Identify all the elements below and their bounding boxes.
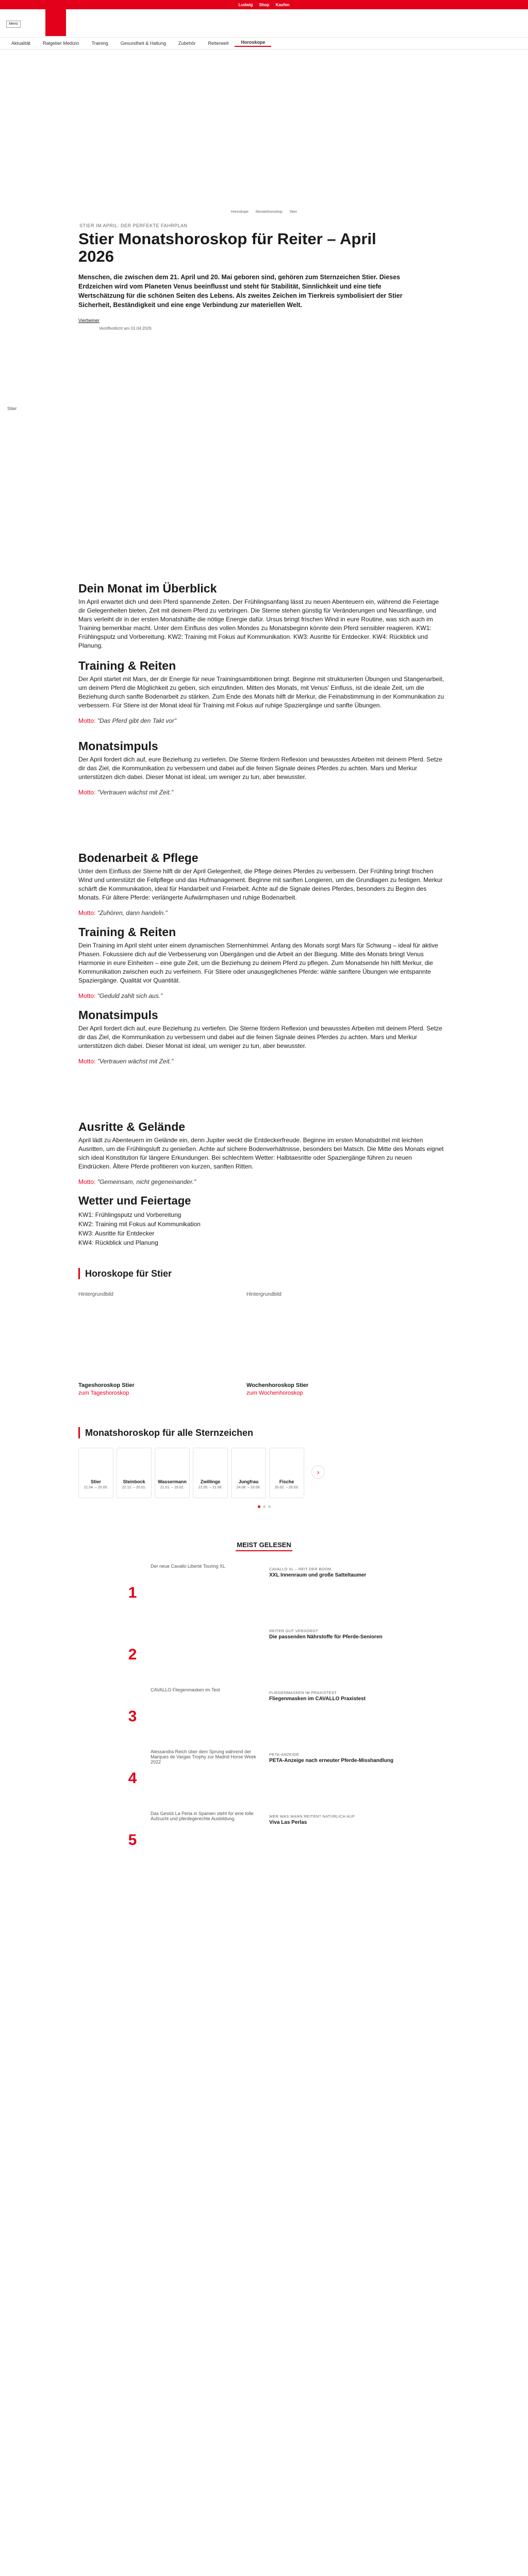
motto-label: Motto: bbox=[78, 717, 96, 724]
motto-text: "Vertrauen wächst mit Zeit." bbox=[97, 789, 174, 796]
motto-text: "Vertrauen wächst mit Zeit." bbox=[97, 1058, 174, 1065]
section-heading: Wetter und Feiertage bbox=[78, 1194, 191, 1207]
section-overview bbox=[78, 581, 450, 650]
motto bbox=[78, 909, 450, 917]
item-image: CAVALLO Fliegenmasken im Test bbox=[151, 1687, 220, 1692]
section-body: Der April startet mit Mars, der dir Energie für neue Trainingsambitionen bringt. Beginne mit strukturierten Übungen und Stangenarbeit, um deinem Pferd die Möglichkeit zu geben, sich einzufinden. Mitten des Monats, mit Venus' Einfluss, ist die ideale Zeit, um die Beziehung durch sanfte Bodenarbeit zu stärken. Zum Ende des Monats hilft dir Merkur, die Feinabstimmung in der Kommunikation zu verbessern. Für Stiere ist der Monat ideal für Training mit Fokus auf ruhige Spaziergänge und sanfte Übungen. bbox=[78, 675, 444, 709]
list-item: KW4: Rückblick und Planung bbox=[78, 1239, 158, 1246]
item-kicker: WER WAS WANN REITEN? NATÜRLICH AUF bbox=[269, 1814, 355, 1819]
article-lead: Menschen, die zwischen dem 21. April und 20. Mai geboren sind, gehören zum Sternzeichen Stier. Dieses Erdzeichen wird vom Planeten Venus beeinflusst und steht für Stabilität, Sinnlichkeit und eine tiefe Wertschätzung für die schönen Seiten des Lebens. Als zweites Zeichen im Tierkreis symbolisiert der Stier Sicherheit, Beständigkeit und eine enge Verbindung zur materiellen Welt. bbox=[78, 274, 403, 309]
item-kicker: PETA-ANZEIGE bbox=[269, 1752, 300, 1757]
ad-spacer bbox=[78, 796, 450, 842]
site-logo[interactable] bbox=[45, 9, 66, 36]
item-title[interactable]: Die passenden Nährstoffe für Pferde-Senioren bbox=[269, 1634, 383, 1640]
most-read-underline bbox=[236, 1550, 292, 1551]
list-item: KW1: Frühlingsputz und Vorbereitung bbox=[78, 1211, 182, 1218]
section-heading: Monatsimpuls bbox=[78, 1008, 158, 1022]
rank-number: 5 bbox=[128, 1832, 137, 1849]
section-heading: Dein Monat im Überblick bbox=[78, 582, 217, 595]
zodiac-name: Jungfrau bbox=[238, 1479, 259, 1484]
nav-item-gesundheit[interactable]: Gesundheit & Haltung bbox=[120, 41, 166, 46]
section-weather bbox=[78, 1194, 450, 1247]
hero-spacer bbox=[78, 331, 450, 573]
section-groundwork bbox=[78, 851, 450, 917]
breadcrumb bbox=[78, 210, 450, 214]
zodiac-name: Wassermann bbox=[158, 1479, 187, 1484]
list-item[interactable] bbox=[114, 1811, 414, 1860]
item-kicker: REITER GUT VERSORGT bbox=[269, 1629, 319, 1633]
carousel-dot[interactable] bbox=[263, 1505, 266, 1508]
zodiac-dates: 21.05. – 21.06. bbox=[198, 1486, 223, 1489]
section-training bbox=[78, 658, 450, 724]
zodiac-name: Zwillinge bbox=[200, 1479, 221, 1484]
nav-item-aktualitaet[interactable]: Aktualität bbox=[11, 41, 31, 46]
nav-item-training[interactable]: Training bbox=[91, 41, 108, 46]
item-kicker: CAVALLO XL – REIT DER BOOM bbox=[269, 1567, 332, 1571]
motto bbox=[78, 717, 450, 724]
motto-text: "Zuhören, dann handeln." bbox=[97, 909, 168, 917]
motto-text: "Geduld zahlt sich aus." bbox=[97, 992, 163, 999]
zodiac-dates: 21.01. – 19.02. bbox=[160, 1486, 185, 1489]
card-link[interactable]: zum Tageshoroskop bbox=[78, 1390, 129, 1396]
section-impulse bbox=[78, 739, 450, 796]
section-heading: Monatsimpuls bbox=[78, 739, 158, 753]
section-trails bbox=[78, 1120, 450, 1185]
breadcrumb-item[interactable]: Monatshoroskop bbox=[255, 210, 283, 214]
zodiac-dates: 20.02. – 20.03. bbox=[274, 1486, 299, 1489]
zodiac-card[interactable] bbox=[155, 1448, 190, 1498]
menu-button[interactable]: Menü bbox=[6, 21, 21, 28]
page-title: Stier Monatshoroskop für Reiter – April 2026 bbox=[78, 230, 376, 265]
most-read-list bbox=[78, 1564, 450, 1860]
nav-item-zubehoer[interactable]: Zubehör bbox=[178, 41, 196, 46]
zodiac-card[interactable] bbox=[269, 1448, 304, 1498]
horoscope-card[interactable] bbox=[78, 1292, 223, 1396]
horoscope-cards bbox=[78, 1292, 450, 1396]
horoscope-heading: Horoskope für Stier bbox=[78, 1268, 450, 1279]
zodiac-card[interactable] bbox=[78, 1448, 113, 1498]
motto bbox=[78, 992, 450, 999]
motto-label: Motto: bbox=[78, 909, 96, 917]
nav-item-ratgeber-medizin[interactable]: Ratgeber Medizin bbox=[43, 41, 79, 46]
zodiac-name: Stier bbox=[90, 1479, 101, 1484]
section-heading: Ausritte & Gelände bbox=[78, 1120, 186, 1133]
item-image: Alessandra Reich über dem Sprung während der Marques de Vargas Trophy zur Madrid Horse Week 2022 bbox=[151, 1749, 256, 1765]
nav-item-reiterwelt[interactable]: Reiterwelt bbox=[208, 41, 229, 46]
spacer bbox=[78, 1247, 450, 1268]
section-heading: Training & Reiten bbox=[78, 659, 176, 672]
carousel-dot[interactable] bbox=[258, 1505, 260, 1508]
zodiac-card[interactable] bbox=[231, 1448, 266, 1498]
author-link[interactable]: Vierbeiner bbox=[78, 318, 100, 323]
hero-image: Stier bbox=[7, 406, 17, 411]
list-item[interactable] bbox=[114, 1625, 414, 1675]
rank-number: 4 bbox=[128, 1770, 137, 1787]
site-header bbox=[0, 9, 528, 37]
list-item[interactable] bbox=[114, 1564, 414, 1613]
section-body: Im April erwartet dich und dein Pferd spannende Zeiten. Der Frühlingsanfang lässt zu neuen Abenteuern ein, während die Feiertage dir Gelegenheiten bieten, Zeit mit deinem Pferd zu verbringen. Die Sterne stehen günstig für Veränderungen und Neuanfänge, und Mars verleiht dir in der ersten Monatshälfte die nötige Energie dafür. Ursus bringt frischen Wind in eure Routine, was sich auch im Training bemerkbar macht. Unter dem Einfluss des vollen Mondes zu Monatsbeginn könnte dein Pferd sensibler reagieren. KW1: Frühlingsputz und Vorbereitung. KW2: Training mit Fokus auf Kommunikation. KW3: Ausritte für Entdecker. KW4: Rückblick und Planung. bbox=[78, 598, 439, 649]
section-heading: Bodenarbeit & Pflege bbox=[78, 851, 199, 865]
item-image: Der neue Cavallo Liberté Touring XL bbox=[151, 1564, 225, 1569]
section-body: April lädt zu Abenteuern im Gelände ein, denn Jupiter weckt die Entdeckerfreude. Beginne im ersten Monatsdrittel mit leichten Ausritten, um die Frühlingsluft zu genießen. Achte auf sichere Bodenverhältnisse, besonders bei Matsch. Die Mitte des Monats eignet sich ideal Konstitution für längere Erkundungen. Bei schlechtem Wetter: Halbtaesritte oder Spaziergänge führen zu neuen Eindrücken. Ältere Pferde profitieren von kurzen, sanften Ritten. bbox=[78, 1137, 444, 1170]
topbar-right[interactable]: Kaufen bbox=[275, 2, 290, 7]
list-item[interactable] bbox=[114, 1687, 414, 1737]
zodiac-card[interactable] bbox=[193, 1448, 228, 1498]
section-body: Der April fordert dich auf, eure Beziehung zu vertiefen. Die Sterne fördern Reflexion und bewusstes Arbeiten mit deinem Pferd. Setze dir das Ziel, die Kommunikation zu verbessern und dabei auf die feinen Signale deines Pferdes zu achten. Mars und Merkur unterstützen dich dabei. Dieser Monat ist ideal, um weniger zu tun, aber bewusster. bbox=[78, 1025, 442, 1049]
top-bar bbox=[0, 0, 528, 9]
section-body: Dein Training im April steht unter einem dynamischen Sternenhimmel. Anfang des Monats sorgt Mars für Schwung – ideal für aktive Phasen. Fokussiere dich auf die Verbesserung von Übergängen und die Arbeit an der Biegung. Mitte des Monats bringt Venus Harmonie in eure Einheiten – eine gute Zeit, um die Beziehung zu deinem Pferd zu pflegen. Zum Monatsende hin hilft Merkur, die Kommunikation zwischen euch zu verfeinern. Für Stiere oder unausgeglichenes Pferde: wähle sanftere Übungen wie entspannte Spaziergänge. Qualität vor Quantität. bbox=[78, 942, 438, 984]
zodiac-dates: 21.04. – 20.05. bbox=[84, 1486, 108, 1489]
section-impulse-2 bbox=[78, 1008, 450, 1065]
topbar-mid[interactable]: Shop bbox=[259, 2, 270, 7]
zodiac-card[interactable] bbox=[117, 1448, 152, 1498]
zodiac-name: Steinbock bbox=[123, 1479, 145, 1484]
carousel-dot[interactable] bbox=[268, 1505, 271, 1508]
most-read-heading: MEIST GELESEN bbox=[237, 1541, 291, 1549]
motto bbox=[78, 1058, 450, 1065]
zodiac-dates: 22.12. – 20.01. bbox=[122, 1486, 146, 1489]
main-nav bbox=[0, 37, 528, 49]
card-link[interactable]: zum Wochenhoroskop bbox=[246, 1390, 303, 1396]
rank-number: 1 bbox=[128, 1584, 137, 1601]
carousel-dots bbox=[78, 1505, 450, 1508]
ad-spacer bbox=[78, 1065, 450, 1111]
list-item: KW3: Ausritte für Entdecker bbox=[78, 1230, 155, 1237]
zodiac-carousel bbox=[78, 1448, 450, 1498]
item-title[interactable]: Fliegenmasken im CAVALLO Praxistest bbox=[269, 1696, 366, 1702]
motto-label: Motto: bbox=[78, 992, 96, 999]
breadcrumb-item[interactable]: Stier bbox=[289, 210, 297, 214]
motto-label: Motto: bbox=[78, 1178, 96, 1185]
list-item: KW2: Training mit Fokus auf Kommunikation bbox=[78, 1221, 201, 1228]
motto-label: Motto: bbox=[78, 1058, 96, 1065]
weather-list bbox=[78, 1210, 450, 1247]
horoscope-card[interactable] bbox=[246, 1292, 391, 1396]
card-title: Tageshoroskop Stier bbox=[78, 1382, 135, 1388]
nav-item-horoskope[interactable]: Horoskope bbox=[235, 40, 271, 47]
item-title[interactable]: PETA-Anzeige nach erneuter Pferde-Misshandlung bbox=[269, 1758, 393, 1764]
topbar-left[interactable]: Ludwig bbox=[238, 2, 253, 7]
motto-text: "Gemeinsam, nicht gegeneinander." bbox=[97, 1178, 196, 1185]
motto-label: Motto: bbox=[78, 789, 96, 796]
motto bbox=[78, 1178, 450, 1185]
section-body: Unter dem Einfluss der Sterne hilft dir der April Gelegenheit, die Pflege deines Pferdes zu verbessern. Der Frühling bringt frischen Wind und unterstützt die Fellpflege und das Hufmanagement. Beginne mit sanften Longieren, um die Grundlagen zu festigen. Merkur schärft die Kommunikation, ideal für Handarbeit und Freiarbeit. Achte auf die Signale deines Pferdes, besonders zu Beginn des Monats. Für ältere Pferde: verlängerte Aufwärmphasen und ruhige Bodenarbeit. bbox=[78, 868, 443, 901]
item-image bbox=[151, 1625, 259, 1675]
article-main bbox=[78, 210, 450, 1860]
section-training-2 bbox=[78, 925, 450, 999]
section-body: Der April fordert dich auf, eure Beziehung zu vertiefen. Die Sterne fördern Reflexion und bewusstes Arbeiten mit deinem Pferd. Setze dir das Ziel, die Kommunikation zu verbessern und dabei auf die feinen Signale deines Pferdes zu achten. Mars und Merkur unterstützen dich dabei. Dieser Monat ist ideal, um weniger zu tun, aber bewusster. bbox=[78, 756, 442, 781]
card-image: Hintergrundbild bbox=[246, 1292, 282, 1297]
list-item[interactable] bbox=[114, 1749, 414, 1799]
chevron-right-icon[interactable]: › bbox=[311, 1465, 325, 1479]
article-kicker: STIER IM APRIL: DER PERFEKTE FAHRPLAN bbox=[79, 223, 188, 228]
rank-number: 3 bbox=[128, 1708, 137, 1725]
card-title: Wochenhoroskop Stier bbox=[246, 1382, 309, 1388]
item-kicker: FLIEGENMASKEN IM PRAXISTEST bbox=[269, 1690, 337, 1695]
zodiac-heading: Monatshoroskop für alle Sternzeichen bbox=[78, 1427, 450, 1438]
breadcrumb-item[interactable]: Horoskope bbox=[231, 210, 249, 214]
publish-date: Veröffentlicht am 01.04.2026 bbox=[99, 326, 152, 331]
motto bbox=[78, 789, 450, 796]
item-image: Das Gestüt La Perla in Spanien steht für eine tolle Aufzucht und pferdegerechte Ausbildung. bbox=[151, 1811, 254, 1821]
item-title[interactable]: Viva Las Perlas bbox=[269, 1820, 307, 1825]
card-image: Hintergrundbild bbox=[78, 1292, 113, 1297]
section-heading: Training & Reiten bbox=[78, 925, 176, 939]
motto-text: "Das Pferd gibt den Takt vor" bbox=[97, 717, 177, 724]
zodiac-dates: 24.08. – 23.09. bbox=[236, 1486, 261, 1489]
rank-number: 2 bbox=[128, 1646, 137, 1663]
zodiac-name: Fische bbox=[279, 1479, 294, 1484]
item-title[interactable]: XXL Innenraum und große Satteltaumer bbox=[269, 1572, 367, 1578]
